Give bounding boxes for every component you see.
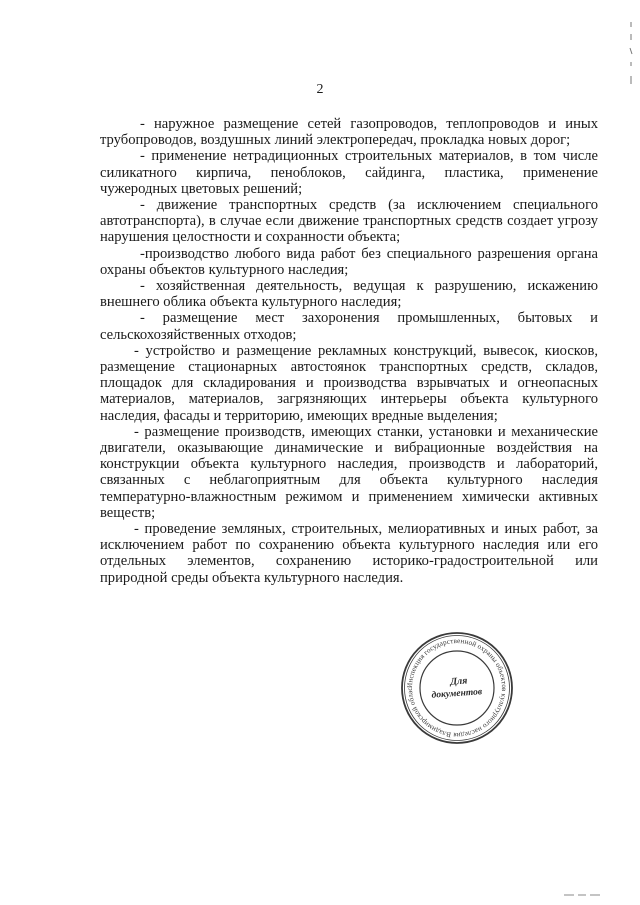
paragraph-building-materials xyxy=(100,148,598,197)
text-line: двигатели, оказывающие динамические и вибрационные воздействия на xyxy=(100,440,598,457)
text-line: материалов, материалов, загрязняющих интерьеры объекта культурного xyxy=(100,391,598,408)
text-line: - движение транспортных средств (за исключением специального xyxy=(140,197,598,214)
stamp-ring-text: Инспекция государственной охраны объектов культурного наследия Владимирской облас xyxy=(405,636,509,740)
text-line: исключением работ по сохранению объекта культурного наследия или его xyxy=(100,537,598,554)
text-line: наследия, фасады и территорию, имеющих вредные выделения; xyxy=(100,407,498,424)
text-line: температурно-влажностным режимом и применением химически активных xyxy=(100,488,598,505)
paragraph-economic-activity xyxy=(100,278,598,310)
text-line: охраны объектов культурного наследия; xyxy=(100,261,349,278)
text-line: - наружное размещение сетей газопроводов, теплопроводов и иных xyxy=(140,116,598,132)
text-line: автотранспорта), в случае если движение транспортных средств создает угрозу xyxy=(100,213,598,230)
paragraph-earthworks xyxy=(100,521,598,586)
paragraph-production-facilities xyxy=(100,424,598,521)
text-line: - применение нетрадиционных строительных материалов, в том числе xyxy=(140,148,598,165)
page-number: 2 xyxy=(316,82,324,97)
text-line: -производство любого вида работ без специального разрешения органа xyxy=(140,245,598,262)
text-line: чужеродных цветовых решений; xyxy=(100,180,303,197)
text-line: конструкции объекта культурного наследия, производств и лабораторий, xyxy=(100,456,598,473)
text-line: связанных с неблагоприятным для объекта культурного наследия xyxy=(100,472,598,489)
paragraph-advertising-structures xyxy=(100,343,598,424)
text-line: веществ; xyxy=(100,504,156,521)
text-line: размещение стационарных автостоянок транспортных средств, складов, xyxy=(100,359,598,376)
official-stamp xyxy=(399,630,515,746)
stamp-center-line-2: документов xyxy=(431,687,483,701)
text-line: нарушения целостности и сохранности объекта; xyxy=(100,229,401,246)
text-line: силикатного кирпича, пеноблоков, сайдинга, пластика, применение xyxy=(100,164,598,181)
paragraph-works-without-permit xyxy=(100,246,598,278)
text-line: площадок для складирования и производства взрывчатых и огнеопасных xyxy=(100,375,598,392)
paragraph-vehicle-traffic xyxy=(100,197,598,246)
text-line: сельскохозяйственных отходов; xyxy=(100,326,297,343)
margin-scan-marks xyxy=(626,18,636,88)
text-line: - хозяйственная деятельность, ведущая к разрушению, искажению xyxy=(140,278,598,295)
text-line: внешнего облика объекта культурного наследия; xyxy=(100,294,402,311)
text-line: трубопроводов, воздушных линий электропередач, прокладка новых дорог; xyxy=(100,132,571,149)
paragraph-external-networks xyxy=(100,116,598,148)
document-body xyxy=(100,116,598,586)
text-line: - устройство и размещение рекламных конструкций, вывесок, киосков, xyxy=(134,342,598,359)
text-line: - размещение мест захоронения промышленных, бытовых и xyxy=(140,310,598,327)
stamp-center-line-1: Для xyxy=(449,675,468,688)
text-line: природной среды объекта культурного наследия. xyxy=(100,569,404,586)
text-line: отдельных элементов, сохранению историко-градостроительной или xyxy=(100,553,598,570)
footer-scan-mark xyxy=(564,885,600,891)
paragraph-waste-disposal xyxy=(100,310,598,342)
text-line: - размещение производств, имеющих станки, установки и механические xyxy=(134,423,598,440)
text-line: - проведение земляных, строительных, мелиоративных и иных работ, за xyxy=(134,521,598,538)
